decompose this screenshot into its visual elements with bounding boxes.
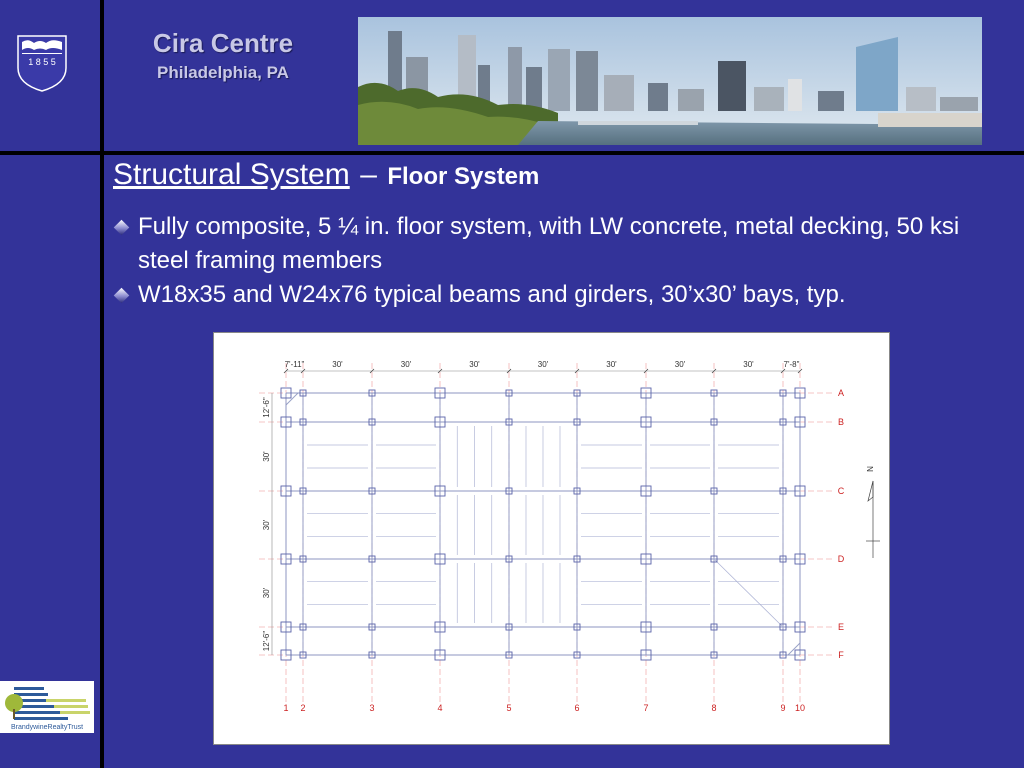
column-label: 9 xyxy=(780,703,786,713)
logo-text: BrandywineRealtyTrust xyxy=(10,724,84,731)
left-dimension-label: 30' xyxy=(262,451,271,462)
bullet-diamond-icon xyxy=(114,288,130,304)
skyline-photo xyxy=(358,17,982,145)
page-subtitle: Philadelphia, PA xyxy=(157,63,289,82)
top-dimension-label: 30' xyxy=(743,360,754,369)
north-arrow-head-icon xyxy=(868,481,873,501)
top-dimension-label: 30' xyxy=(606,360,617,369)
bullet-item xyxy=(114,278,994,312)
column-label: 3 xyxy=(369,703,375,713)
left-dimension-label: 12'-6" xyxy=(262,397,271,418)
column-label: 10 xyxy=(794,703,806,713)
top-dimension-label: 30' xyxy=(674,360,686,369)
top-dimension-label: 30' xyxy=(400,360,412,369)
bullet-diamond-icon xyxy=(114,220,130,236)
column-label: 8 xyxy=(711,703,717,713)
heading-dash: – xyxy=(360,158,377,191)
row-label: C xyxy=(837,486,845,496)
vertical-divider xyxy=(100,0,104,768)
page-title: Cira Centre xyxy=(152,28,294,58)
row-label: F xyxy=(838,650,844,660)
column-label: 2 xyxy=(300,703,306,713)
top-dimension-label: 30' xyxy=(537,360,549,369)
diagonal-beam xyxy=(714,559,783,627)
section-heading xyxy=(113,158,539,192)
column-label: 6 xyxy=(574,703,580,713)
row-label: A xyxy=(837,388,845,398)
heading-sub: Floor System xyxy=(387,163,540,190)
row-label: E xyxy=(837,622,845,632)
column-label: 5 xyxy=(506,703,512,713)
bullet-item xyxy=(114,210,994,278)
left-dimension-label: 12'-6" xyxy=(262,630,271,652)
bullet-list xyxy=(114,210,994,312)
bullet-text: Fully composite, 5 ¼ in. floor system, with LW concrete, metal decking, 50 ksi steel framing members xyxy=(138,213,960,274)
bullet-text: W18x35 and W24x76 typical beams and girders, 30’x30’ bays, typ. xyxy=(138,281,846,308)
floor-plan-drawing xyxy=(213,332,890,745)
top-dimension-label: 7'-8" xyxy=(783,360,800,369)
column-label: 1 xyxy=(283,703,289,713)
row-label: B xyxy=(837,417,845,427)
row-label: D xyxy=(837,554,845,564)
north-label: N xyxy=(866,466,875,472)
left-dimension-label: 30' xyxy=(262,519,271,531)
top-dimension-label: 30' xyxy=(332,360,343,369)
title-block xyxy=(118,28,328,83)
top-dimension-label: 30' xyxy=(469,360,480,369)
shield-year: 1 8 5 5 xyxy=(28,57,56,67)
heading-main: Structural System xyxy=(113,158,350,191)
floor-plan-svg xyxy=(214,333,889,744)
column-label: 4 xyxy=(437,703,443,713)
left-dimension-label: 30' xyxy=(262,587,271,599)
university-shield-icon xyxy=(16,34,68,92)
column-label: 7 xyxy=(643,703,649,713)
horizontal-divider xyxy=(0,151,1024,155)
brandywine-logo xyxy=(0,681,94,733)
top-dimension-label: 7'-11" xyxy=(284,360,305,369)
